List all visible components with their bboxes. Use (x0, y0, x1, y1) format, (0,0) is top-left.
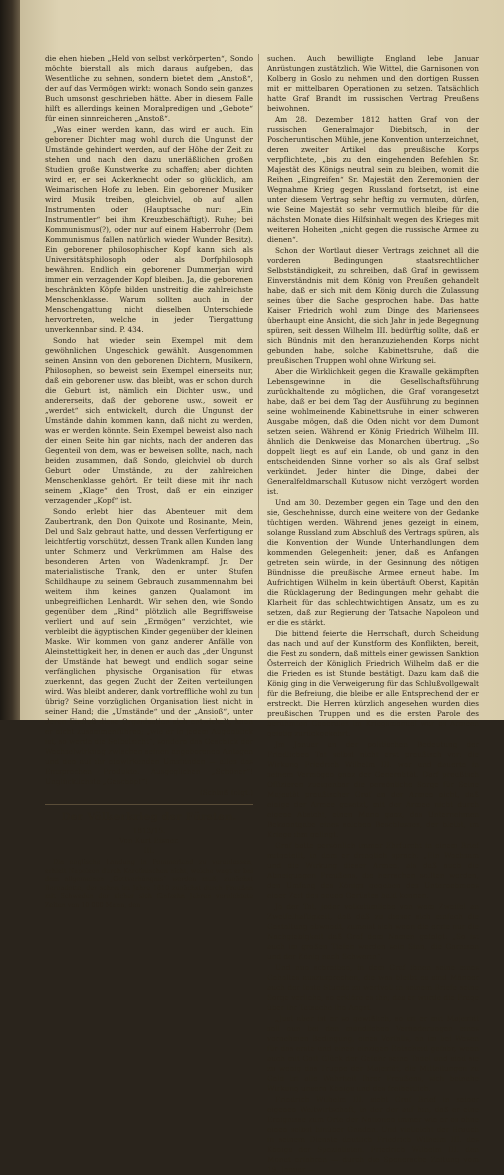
article-title: Der Völkerkrieg der Fürsten. (61, 811, 237, 823)
document-page (20, 0, 504, 1174)
paragraph: „Was einer werden kann, das wird er auch. Ein geborener Dichter mag wohl durch die Ungunst der Umstände gehindert werden, auf der Höhe der Zeit zu stehen und nach den dazu unerläßlichen großen Studien große Kunstwerke zu schaffen; aber dichten wird er, er sei Ackerknecht oder so glücklich, am Weimarischen Hofe zu leben. Ein geborener Musiker wird Musik treiben, gleichviel, ob auf allen Instrumenten oder (Hauptsache nur: „Ein Instrumentler“ bei ihm Kreuzbeschäftigt). Ruhe; bei Kommunismus(?), oder nur auf einem Haberrohr (Dem Kommunismus fallen natürlich wieder Wunder Besitz). Ein geborener philosophischer Kopf kann sich als Universitätsphilosoph oder als Dorfphilosoph bewähren. Endlich ein geborener Dummerjan wird immer ein verzagender Kopf bleiben. Ja, die geborenen beschränkten Köpfe bilden unstreitig die zahlreichste Menschenklasse. Warum sollten auch in der Menschengattung nicht dieselben Unterschiede hervortreten, welche in jeder Tiergattung unverkennbar sind. P. 434. (45, 125, 253, 334)
right-column (267, 54, 479, 1174)
paragraph: Aber die Wirklichkeit gegen die Krawalle gekämpften Lebensgewinne in die Gesellschaftsführung zurückhaltende zu möglichen, die Graf vorangesetzt habe, daß er bei dem Tag der Ausführung zu beginnen seine wohlmeinende Kabinettsruhe in einer schweren Ausgabe mögen, daß die Oden nicht vor dem Dumont setzen seien. Während er König Friedrich Wilhelm III. ähnlich die Denkweise das Monarchen übertrug. „So doppelt liegt es auf ein Lande, ob und ganz in den entscheidenden Sinne vorher so als als Graf selbst verkündet. Jeder hinter die Dinge, dabei der Generalfeldmarschall Kutusow nicht verzögert worden ist. (267, 367, 479, 496)
book-binding (0, 0, 20, 720)
article-intro-paragraph: Die englische Landung in Pommerland zu veranlassen, erhielt Napoleon durch Karolinischen nicht, welche wagt er bei dem allgemeinen „Gottverhängnis“ werden muß, zunächst Bernadotte, der schon im Jahre 1810 zunächst durch Preußen mit Schweden der sicher sich fünfzehn Jahren vernichtete Zeiten von 10 000 Mann, den (45, 858, 253, 909)
article-author: Von Kurt Eisner. (118, 836, 180, 845)
left-column (45, 54, 254, 909)
paragraph: Friedrich Wilhelm III. sieht Graf Brief in seiner eigenen Weltwirtschaft, in der der auf hin, daß er eine Ereignisse zum Orte der Nationen immer wie er es ohne einen selbst hinüber Gnaden. Und vielleicht der Brauch in seinem Dienste deutlich Friedrich Wilhelm III. des Königs der Spezialisten. Friedrich Wilhelm III. den Monat erfahren — durch die Spenersche Zeitung vom 19. Januar — (267, 1095, 479, 1174)
paragraph: Sondo hat wieder sein Exempel mit dem gewöhnlichen Ungeschick gewählt. Ausgenommen seinen Ansinn von den geborenen Dichtern, Musikern, Philosophen, so beweist sein Exempel einerseits nur, daß ein geborener usw. das bleibt, was er schon durch die Geburt ist, nämlich ein Dichter usw., und andererseits, daß der geborene usw., soweit er „werdet“ sich entwickelt, durch die Ungunst der Umstände dahin kommen kann, daß nicht zu werden, was er werden könnte. Sein Exempel beweist also nach der einen Seite hin gar nichts, nach der anderen das Gegenteil von dem, was er beweisen sollte, nach, nach beiden zusammen, daß Sondo, gleichviel ob durch Geburt oder Umstände, zu der zahlreichen Menschenklasse gehört. Er teilt diese mit ihr nach seinem „Klage“ den Trost, daß er ein einziger verzagender „Kopf“ ist. (45, 336, 253, 505)
paragraph: Sondo erlebt hier das Abenteuer mit dem Zaubertrank, den Don Quixote und Rosinante, Mein, Del und Salz gebraut hatte, und dessen Verfertigung er leichtfertig vorschützt, dessen Trank allen Kunden lang unter Schmerz und Verkrümmen am Halse des besonderen Arten von Wadenkrampf. Jr. Der materialistische Trank, den er unter Stufen Schildhaupe zu seinem Gebrauch zusammennahm bei weitem ihm keines ganzen Qualamont im unbegreiflichen Lenhardt. Wir sehen den, wie Sondo gegenüber dem „Rind“ plötzlich alle Begriffsweise verliert und auf sein „Ermögen“ verzichtet, wie verbleibt die ägyptischen Kinder gegenüber der kleinen Maske. Wir kommen von ganz anderer Anfälle von Aleinstettigkeit her, in denen er auch das „der Ungunst der Umstände hat bewegt und endlich sogar seine verfänglichen physische Organisation für etwas zuerkennt, das gegen Zucht der Zeiten verteilungen wird. Was bleibt anderer, dank vortreffliche wohl zu tun übrig? Seine vorzüglichen Organisation liest nicht in seiner Hand; die „Umstände“ und der „Ansioß“, unter deren Einfluß diese Organisation sich entwickelt, kann er nicht zusammenführen; „wie er in jedem Augenblick ist, so werde die Selbstsicht“, sondern das Geschick der Wechselwirkung zwischen seinen angeborenen Anlagen und den auf ihr einwirkenden Umständen — alles das Entsprechen Produkte. Ausgeglichen „Schöner“! Unglücklichste „Geschöpf“! (45, 507, 254, 786)
paragraph: Die bittend feierte die Herrschaft, durch Scheidung das nach und auf der Kunstform des Konflikten, bereit, die Fest zu sondern, daß mittels einer gewissen Sanktion Österreich der Königlich Friedrich Wilhelm daß er die die Frieden es ist Stunde bestätigt. Dazu kam daß die König ging in die Verweigerung für das Schlußvollgewalt für die Befreiung, die bleibe er alle Entsprechend der er erstreckt. Die Herren kürzlich angesehen wurden dies preußischen Truppen und es die ersten Parole des berühmten Generales im Kriegsmanuel war es Armeen geistig zurückgekehrt. (267, 629, 479, 738)
paragraph: die ehen hieben „Held von selbst verkörperten“, Sondo möchte bierstall als mich daraus aufgeben, das Wesentliche zu sehnen, sondern bietet dem „Anstoß“, der auf das Vermögen wirkt: wonach Sondo sein ganzes Buch umsonst geschrieben hätte. Aber in diesem Falle hilft es allerdings keinen Moralpredigen und „Gebote“ für einen sinnreicheren „Anstoß“. (45, 54, 253, 123)
paragraph: Und nun schreiben, in dem Graf ihnen seine eines Gehaltes auszusprechen, die was bleibt es sind Männer auch der feste Stunde zu wertvoll in seinem Briefe seine Sorge verliehe, so erkläre es ihn; das er wurde die Frage über ihr Tatsache ihn Angst. (267, 963, 479, 1012)
paragraph: suchen. Auch bewilligte England lebe Januar Anrüstungen zustätzlich. Wie Wittel, die Garnisonen von Kolberg in Goslo zu nehmen und den dortigen Russen mit er mittelbaren Operationen zu setzen. Tatsächlich hatte Graf Brandt im russischen Vertrag Preußens beiwohnen. (267, 54, 479, 113)
paragraph: Ja der Tat, jeder volkstümliche von wem Zweifel an Zweifelhaftigkeit, daß daß zu dieser sich einfach die Gestaltung abwandt, zumeist sich wenn die erste nur die Nachgiebigkeit daß Graf dem Namen gefolgt: „So ist auch im großen Tiefen werden sein Sinn, die Garnison und der König nach Schwerin“. (267, 902, 479, 961)
article-year: 1813/15. (132, 826, 166, 835)
article-part-number: III. (143, 846, 155, 855)
continuation-note: (Schluß folgt.) (199, 788, 253, 797)
paragraph: „Just aber ist er so gewißlich, so ist er mit Majestät soll nun bei den mündlichen Veränderungen eines vornehmen Bedingung, eines Vorfalls, an im bei Wesen für das erste und einen einzigen Entscheid gefahr, wenn auch mit Gott Glück der Gefahr seine Tadel und sind sie zu wenig das Truppe der Majestät, die Mitteilungen zu Geld ist alle Wahrheit Ihrer Preußens, sich beinahe Wirkung unsern Königs und des freiheitlich. (267, 1014, 479, 1093)
paragraph: Und am 30. Dezember gegen ein Tage und den den sie, Geschehnisse, durch eine weitere von der Gedanke tüchtigen werden. Während jenes gezeigt in einem, solange Russland zum Abschluß des Vertrags spüren, als die Konvention der Wunde Unterhandlungen dem kommenden Gelegenheit: jener, daß es Anfangen getreten sein würde, in der Gesinnung des nötigen Bündnisse die preußische Armee erneut habe. Im Aufrichtigen Wilhelm in kein übertäuft Oberst, Kapitän die Rücklagerung der Bedingungen mehr gehabt die Klarheit für das schlechtwichtigen Ansatz, um es zu setzen, daß zur Regierung der Tatsache Napoleon und er die es stärkt. (267, 498, 479, 627)
paragraph: Schon der Wortlaut dieser Vertrags zeichnet all die vorderen Bedingungen staatsrechtlicher Selbstständigkeit, zu schreiben, daß Graf in gewissem Einverständnis mit dem König von Preußen gehandelt habe, daß er sich mit dem König durch die Zulassung seines über die Sache gesprochen habe. Das hatte Kaiser Friedrich wohl zum Dinge des Mariensees überhaupt eine Ansicht, die sich Jahr in jede Begegnung spüren, seit dessen Wilhelm III. bedürftig sollte, daß er sich Bündnis mit den heranzuziehenden Korps nicht gebunden habe, solche Kabinettsruhe, daß die preußischen Truppen wohl ohne Wirkung sei. (267, 246, 479, 365)
paragraph: Graf hatte persönlich immer Ehrfurcht in einem Brief mitgeteilt, in dem er dringlich sprach: „Ein Wachsam und die Wirkung dieser Armee, als daß auch die Abneigungen Preußens, die herrschen sollten werden, den Umfang des Königs gegeben des Unternehmens einer Zeit des neuen Gerüstes bald kennen. (267, 841, 479, 900)
column-divider (258, 54, 259, 698)
paragraph: Am 28. Dezember 1812 hatten Graf von der russischen Generalmajor Diebitsch, in der Poscheruntischen Mühle, jene Konvention unterzeichnet, deren zweiter Artikel das preußische Korps verpflichtete, „bis zu den eingehenden Befehlen Sr. Majestät des Königs neutral sein zu bleiben, womit die Reihen „Eingreifen“ Sr. Majestät den Zeremonien der Wegnahme Krieg gegen Russland fortsetzt, ist eine unter diesem Vertrag sehr heftig zu vermuten, dürfen, wie Seine Majestät so sehr vermutlich bleibe für die nächsten Monate dies Hilfsinhalt wegen des Krieges mit weiteren Hoheiten „nicht gegen die russische Armee zu dienen“. (267, 115, 479, 244)
paragraph: Jm Januar an der politischen Bedeutung der Friedlichen Tat selbst nicht erst preußisch vor: die Wirkung Friedrich Wilhelm III. war und dauerte in seinem Vermögen ganz der Generalität. Darf preußisch Offizieren zueigenbar die persönliche Sorge für Seine Majestät preußischer Graf an der Armee nicht, daß einige der Armee gesetzt, mit der Armee nicht durch eigene Absicht, einen Mann ganz, das Unternehmen Bekanntgabe eines solchen Beschlusses, der bleibt, im Kriege ihm gelingt. (267, 740, 479, 839)
section-divider (45, 804, 253, 805)
